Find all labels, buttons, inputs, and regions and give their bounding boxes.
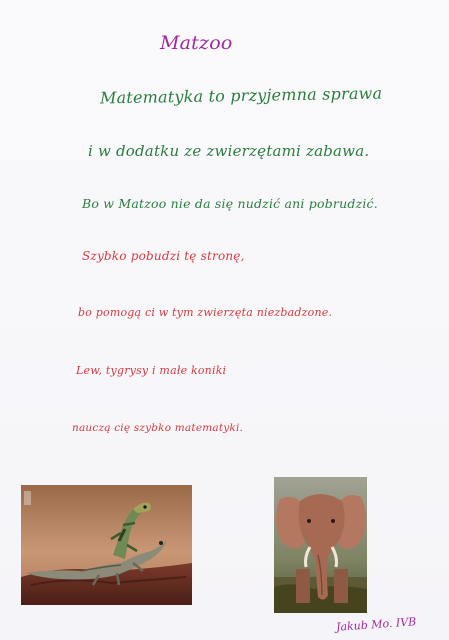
lizard-illustration [21, 485, 192, 605]
poem-line-1: Matematyka to przyjemna sprawa [99, 83, 383, 108]
poem-line-3: Bo w Matzoo nie da się nudzić ani pobrudzić. [82, 196, 378, 211]
poem-line-2: i w dodatku ze zwierzętami zabawa. [88, 142, 370, 160]
lizard-photo [21, 485, 192, 605]
poem-line-4: Szybko pobudzi tę stronę, [82, 249, 245, 263]
signature: Jakub Mo. IVB [335, 615, 417, 634]
poem-line-7: nauczą cię szybko matematyki. [72, 422, 244, 434]
elephant-photo [274, 477, 367, 613]
poem-line-5: bo pomogą ci w tym zwierzęta niezbadzone. [78, 306, 333, 319]
elephant-illustration [274, 477, 367, 613]
page-title: Matzoo [160, 32, 233, 54]
poem-line-6: Lew, tygrysy i małe koniki [76, 364, 227, 377]
